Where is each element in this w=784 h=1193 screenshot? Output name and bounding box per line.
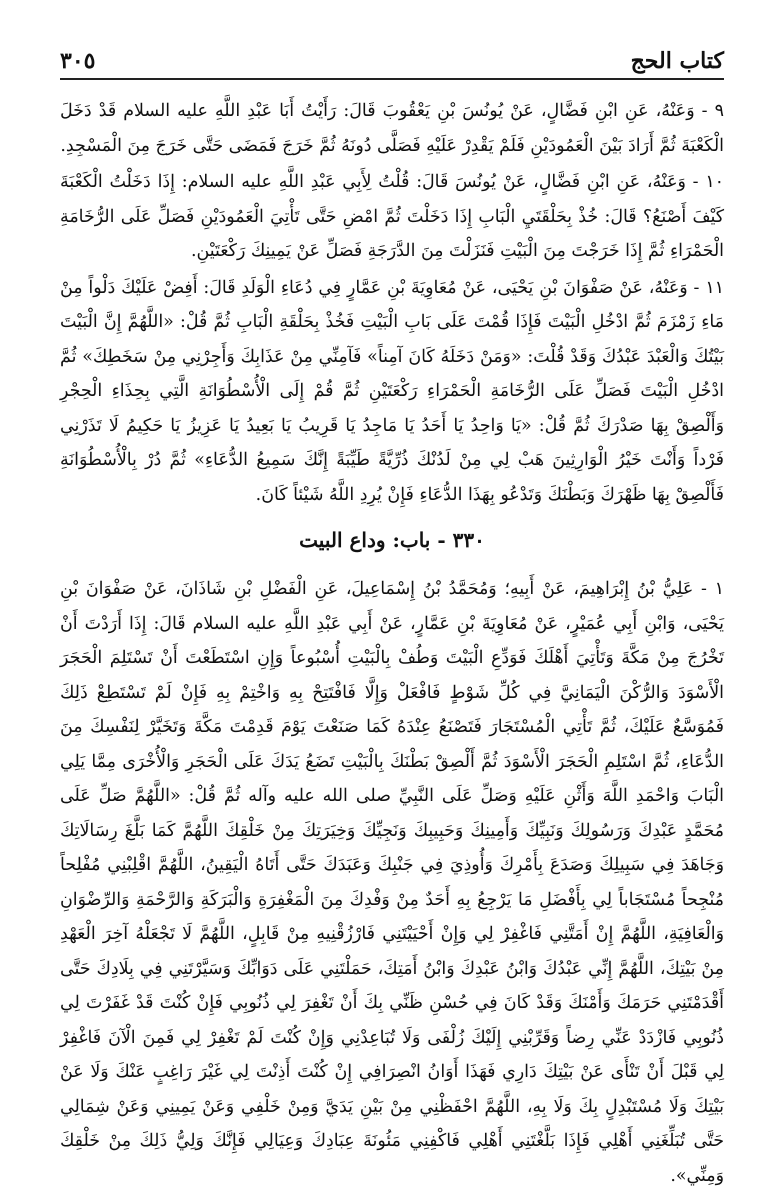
hadith-paragraph: ١١ - وَعَنْهُ، عَنْ صَفْوَانَ بْنِ يَحْيَى، عَنْ مُعَاوِيَةَ بْنِ عَمَّارٍ فِي دُعَاءِ الْوَلَدِ قَالَ: أَفِضْ عَلَيْكَ دَلْواً مِنْ مَاءِ زَمْزَمَ ثُمَّ ادْخُلِ الْبَيْتَ فَإِذَا قُمْتَ عَلَى بَابِ الْبَيْتِ فَخُذْ بِحَلْقَةِ الْبَابِ ثُمَّ قُلْ: «اللَّهُمَّ إِنَّ الْبَيْتَ بَيْتُكَ وَالْعَبْدَ عَبْدُكَ وَقَدْ قُلْتَ: «وَمَنْ دَخَلَهُ كَانَ آمِناً» فَآمِنِّي مِنْ عَذَابِكَ وَأَجِرْنِي مِنْ سَخَطِكَ» ثُمَّ ادْخُلِ الْبَيْتَ فَصَلِّ عَلَى الرُّخَامَةِ الْحَمْرَاءِ رَكْعَتَيْنِ ثُمَّ قُمْ إِلَى الْأُسْطُوَانَةِ الَّتِي بِحِذَاءِ الْحِجْرِ وَأَلْصِقْ بِهَا صَدْرَكَ ثُمَّ قُلْ: «يَا وَاحِدُ يَا أَحَدُ يَا مَاجِدُ يَا قَرِيبُ يَا بَعِيدُ يَا عَزِيزُ يَا حَكِيمُ لَا تَذَرْنِي فَرْداً وَأَنْتَ خَيْرُ الْوَارِثِينَ هَبْ لِي مِنْ لَدُنْكَ ذُرِّيَّةً طَيِّبَةً إِنَّكَ سَمِيعُ الدُّعَاءِ» ثُمَّ دُرْ بِالْأُسْطُوَانَةِ فَأَلْصِقْ بِهَا ظَهْرَكَ وَبَطْنَكَ وَتَدْعُو بِهَذَا الدُّعَاءِ فَإِنْ يُرِدِ اللَّهُ شَيْئاً كَانَ. <box>60 277 724 505</box>
hadith-paragraph: ١ - عَلِيُّ بْنُ إِبْرَاهِيمَ، عَنْ أَبِيهِ؛ وَمُحَمَّدُ بْنُ إِسْمَاعِيلَ، عَنِ الْفَضْلِ بْنِ شَاذَانَ، عَنْ صَفْوَانَ بْنِ يَحْيَى، وَابْنِ أَبِي عُمَيْرٍ، عَنْ مُعَاوِيَةَ بْنِ عَمَّارٍ، عَنْ أَبِي عَبْدِ اللَّهِ عليه السلام قَالَ: إِذَا أَرَدْتَ أَنْ تَخْرُجَ مِنْ مَكَّةَ وَتَأْتِيَ أَهْلَكَ فَوَدِّعِ الْبَيْتَ وَطُفْ بِالْبَيْتِ أُسْبُوعاً وَإِنِ اسْتَطَعْتَ أَنْ تَسْتَلِمَ الْحَجَرَ الْأَسْوَدَ وَالرُّكْنَ الْيَمَانِيَّ فِي كُلِّ شَوْطٍ فَافْعَلْ وَإِلَّا فَافْتَتِحْ بِهِ وَاخْتِمْ بِهِ فَإِنْ لَمْ تَسْتَطِعْ ذَلِكَ فَمُوَسَّعٌ عَلَيْكَ، ثُمَّ تَأْتِي الْمُسْتَجَارَ فَتَصْنَعُ عِنْدَهُ كَمَا صَنَعْتَ يَوْمَ قَدِمْتَ مَكَّةَ وَتَخَيَّرْ لِنَفْسِكَ مِنَ الدُّعَاءِ، ثُمَّ اسْتَلِمِ الْحَجَرَ الْأَسْوَدَ ثُمَّ أَلْصِقْ بَطْنَكَ بِالْبَيْتِ تَضَعُ يَدَكَ عَلَى الْحَجَرِ وَالْأُخْرَى مِمَّا يَلِي الْبَابَ وَاحْمَدِ اللَّهَ وَأَثْنِ عَلَيْهِ وَصَلِّ عَلَى النَّبِيِّ صلى الله عليه وآله ثُمَّ قُلْ: «اللَّهُمَّ صَلِّ عَلَى مُحَمَّدٍ عَبْدِكَ وَرَسُولِكَ وَنَبِيِّكَ وَأَمِينِكَ وَحَبِيبِكَ وَنَجِيِّكَ وَخِيَرَتِكَ مِنْ خَلْقِكَ اللَّهُمَّ كَمَا بَلَّغَ رِسَالَاتِكَ وَجَاهَدَ فِي سَبِيلِكَ وَصَدَعَ بِأَمْرِكَ وَأُوذِيَ فِي جَنْبِكَ وَعَبَدَكَ حَتَّى أَتَاهُ الْيَقِينُ، اللَّهُمَّ اقْلِبْنِي مُفْلِحاً مُنْجِحاً مُسْتَجَاباً لِي بِأَفْضَلِ مَا يَرْجِعُ بِهِ أَحَدٌ مِنْ وَفْدِكَ مِنَ الْمَغْفِرَةِ وَالْبَرَكَةِ وَالرَّحْمَةِ وَالرِّضْوَانِ وَالْعَافِيَةِ، اللَّهُمَّ إِنْ أَمَتَّنِي فَاغْفِرْ لِي وَإِنْ أَحْيَيْتَنِي فَارْزُقْنِيهِ مِنْ قَابِلٍ، اللَّهُمَّ لَا تَجْعَلْهُ آخِرَ الْعَهْدِ مِنْ بَيْتِكَ، اللَّهُمَّ إِنِّي عَبْدُكَ وَابْنُ عَبْدِكَ وَابْنُ أَمَتِكَ، حَمَلْتَنِي عَلَى دَوَابِّكَ وَسَيَّرْتَنِي فِي بِلَادِكَ حَتَّى أَقْدَمْتَنِي حَرَمَكَ وَأَمْنَكَ وَقَدْ كَانَ فِي حُسْنِ ظَنِّي بِكَ أَنْ تَغْفِرَ لِي ذُنُوبِي فَإِنْ كُنْتَ قَدْ غَفَرْتَ لِي ذُنُوبِي فَازْدَدْ عَنِّي رِضاً وَقَرِّبْنِي إِلَيْكَ زُلْفَى وَلَا تُبَاعِدْنِي وَإِنْ كُنْتَ لَمْ تَغْفِرْ لِي فَمِنَ الْآنَ فَاغْفِرْ لِي قَبْلَ أَنْ تَنْأَى عَنْ بَيْتِكَ دَارِي فَهَذَا أَوَانُ انْصِرَافِي إِنْ كُنْتَ أَذِنْتَ لِي غَيْرَ رَاغِبٍ عَنْكَ وَلَا عَنْ بَيْتِكَ وَلَا مُسْتَبْدِلٍ بِكَ وَلَا بِهِ، اللَّهُمَّ احْفَظْنِي مِنْ بَيْنِ يَدَيَّ وَمِنْ خَلْفِي وَعَنْ يَمِينِي وَعَنْ شِمَالِي حَتَّى تُبَلِّغَنِي أَهْلِي فَإِذَا بَلَّغْتَنِي أَهْلِي فَاكْفِنِي مَئُونَةَ عِبَادِكَ وَعِيَالِي فَإِنَّكَ وَلِيُّ ذَلِكَ مِنْ خَلْقِكَ وَمِنِّي». <box>60 579 724 1186</box>
page-number: ٣٠٥ <box>60 48 96 74</box>
page-body <box>60 94 724 1193</box>
chapter-heading: ٣٣٠ - باب: وداع البيت <box>299 528 485 552</box>
page-header <box>60 30 724 80</box>
hadith-paragraph: ١٠ - وَعَنْهُ، عَنِ ابْنِ فَضَّالٍ، عَنْ يُونُسَ قَالَ: قُلْتُ لِأَبِي عَبْدِ اللَّهِ عليه السلام: إِذَا دَخَلْتُ الْكَعْبَةَ كَيْفَ أَصْنَعُ؟ قَالَ: خُذْ بِحَلْقَتَيِ الْبَابِ إِذَا دَخَلْتَ ثُمَّ امْضِ حَتَّى تَأْتِيَ الْعَمُودَيْنِ فَصَلِّ عَلَى الرُّخَامَةِ الْحَمْرَاءِ ثُمَّ إِذَا خَرَجْتَ مِنَ الْبَيْتِ فَنَزَلْتَ مِنَ الدَّرَجَةِ فَصَلِّ عَنْ يَمِينِكَ رَكْعَتَيْنِ. <box>60 172 724 261</box>
hadith-paragraph: ٩ - وَعَنْهُ، عَنِ ابْنِ فَضَّالٍ، عَنْ يُونُسَ بْنِ يَعْقُوبَ قَالَ: رَأَيْتُ أَبَا عَبْدِ اللَّهِ عليه السلام قَدْ دَخَلَ الْكَعْبَةَ ثُمَّ أَرَادَ بَيْنَ الْعَمُودَيْنِ فَلَمْ يَقْدِرْ عَلَيْهِ فَصَلَّى دُونَهُ ثُمَّ خَرَجَ فَمَضَى حَتَّى خَرَجَ مِنَ الْمَسْجِدِ. <box>60 101 724 156</box>
book-title: كتاب الحج <box>630 48 724 74</box>
